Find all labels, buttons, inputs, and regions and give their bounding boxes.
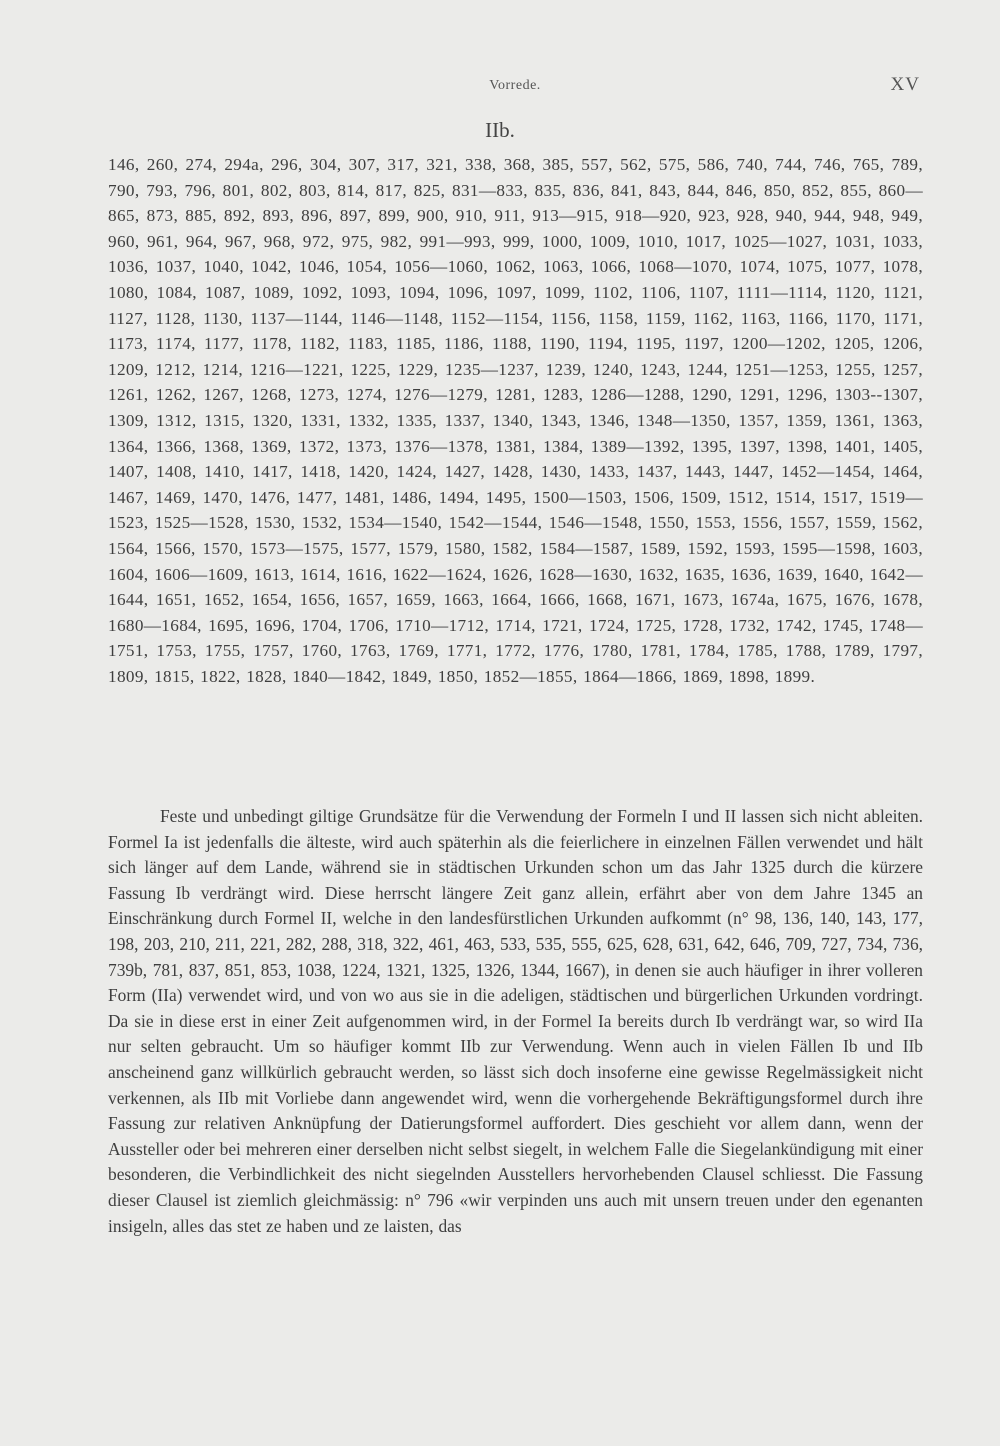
body-text: [108, 804, 923, 1239]
document-number-list: 146, 260, 274, 294a, 296, 304, 307, 317, 321, 338, 368, 385, 557, 562, 575, 586, 740, 744, 746, 765, 789, 790, 793, 796, 801, 802, 803, 814, 817, 825, 831—833, 835, 836, 841, 843, 844, 846, 850, 852, 855, 860—865, 873, 885, 892, 893, 896, 897, 899, 900, 910, 911, 913—915, 918—920, 923, 928, 940, 944, 948, 949, 960, 961, 964, 967, 968, 972, 975, 982, 991—993, 999, 1000, 1009, 1010, 1017, 1025—1027, 1031, 1033, 1036, 1037, 1040, 1042, 1046, 1054, 1056—1060, 1062, 1063, 1066, 1068—1070, 1074, 1075, 1077, 1078, 1080, 1084, 1087, 1089, 1092, 1093, 1094, 1096, 1097, 1099, 1102, 1106, 1107, 1111—1114, 1120, 1121, 1127, 1128, 1130, 1137—1144, 1146—1148, 1152—1154, 1156, 1158, 1159, 1162, 1163, 1166, 1170, 1171, 1173, 1174, 1177, 1178, 1182, 1183, 1185, 1186, 1188, 1190, 1194, 1195, 1197, 1200—1202, 1205, 1206, 1209, 1212, 1214, 1216—1221, 1225, 1229, 1235—1237, 1239, 1240, 1243, 1244, 1251—1253, 1255, 1257, 1261, 1262, 1267, 1268, 1273, 1274, 1276—1279, 1281, 1283, 1286—1288, 1290, 1291, 1296, 1303--1307, 1309, 1312, 1315, 1320, 1331, 1332, 1335, 1337, 1340, 1343, 1346, 1348—1350, 1357, 1359, 1361, 1363, 1364, 1366, 1368, 1369, 1372, 1373, 1376—1378, 1381, 1384, 1389—1392, 1395, 1397, 1398, 1401, 1405, 1407, 1408, 1410, 1417, 1418, 1420, 1424, 1427, 1428, 1430, 1433, 1437, 1443, 1447, 1452—1454, 1464, 1467, 1469, 1470, 1476, 1477, 1481, 1486, 1494, 1495, 1500—1503, 1506, 1509, 1512, 1514, 1517, 1519—1523, 1525—1528, 1530, 1532, 1534—1540, 1542—1544, 1546—1548, 1550, 1553, 1556, 1557, 1559, 1562, 1564, 1566, 1570, 1573—1575, 1577, 1579, 1580, 1582, 1584—1587, 1589, 1592, 1593, 1595—1598, 1603, 1604, 1606—1609, 1613, 1614, 1616, 1622—1624, 1626, 1628—1630, 1632, 1635, 1636, 1639, 1640, 1642—1644, 1651, 1652, 1654, 1656, 1657, 1659, 1663, 1664, 1666, 1668, 1671, 1673, 1674a, 1675, 1676, 1678, 1680—1684, 1695, 1696, 1704, 1706, 1710—1712, 1714, 1721, 1724, 1725, 1728, 1732, 1742, 1745, 1748—1751, 1753, 1755, 1757, 1760, 1763, 1769, 1771, 1772, 1776, 1780, 1781, 1784, 1785, 1788, 1789, 1797, 1809, 1815, 1822, 1828, 1840—1842, 1849, 1850, 1852—1855, 1864—1866, 1869, 1898, 1899.: [108, 155, 923, 686]
running-title: Vorrede.: [489, 78, 541, 93]
body-paragraph: Feste und unbedingt giltige Grundsätze für die Verwendung der Formeln I und II lassen sich nicht ableiten. Formel Ia ist jedenfalls die älteste, wird auch späterhin als die feierlichere in einzelnen Fällen verwendet und hält sich länger auf dem Lande, während sie in städtischen Urkunden schon um das Jahr 1325 durch die kürzere Fassung Ib verdrängt wird. Diese herrscht längere Zeit ganz allein, erfährt aber von dem Jahre 1345 an Einschränkung durch Formel II, welche in den landesfürstlichen Urkunden aufkommt (n° 98, 136, 140, 143, 177, 198, 203, 210, 211, 221, 282, 288, 318, 322, 461, 463, 533, 535, 555, 625, 628, 631, 642, 646, 709, 727, 734, 736, 739b, 781, 837, 851, 853, 1038, 1224, 1321, 1325, 1326, 1344, 1667), in denen sie auch häufiger in ihrer volleren Form (IIa) verwendet wird, und von wo aus sie in die adeligen, städtischen und bürgerlichen Urkunden vordringt. Da sie in diese erst in einer Zeit aufgenommen wird, in der Formel Ia bereits durch Ib verdrängt war, so wird IIa nur selten gebraucht. Um so häufiger kommt IIb zur Verwendung. Wenn auch in vielen Fällen Ib und IIb anscheinend ganz willkürlich gebraucht werden, so lässt sich doch insoferne eine gewisse Regelmässigkeit nicht verkennen, als IIb mit Vorliebe dann angewendet wird, wenn die vorhergehende Bekräftigungsformel durch ihre Fassung zur relativen Anknüpfung der Datierungsformel auffordert. Dies geschieht vor allem dann, wenn der Aussteller oder bei mehreren einer derselben nicht selbst siegelt, in welchem Falle die Siegelankündigung mit einer besonderen, die Verbindlichkeit des nicht siegelnden Ausstellers hervorhebenden Clausel schliesst. Die Fassung dieser Clausel ist ziemlich gleichmässig: n° 796 «wir verpinden uns auch mit unsern treuen under den egenanten insigeln, alles das stet ze haben und ze laisten, das: [108, 806, 923, 1236]
running-head: [110, 74, 920, 98]
section-heading: IIb.: [485, 118, 515, 142]
page-number: XV: [890, 74, 920, 95]
